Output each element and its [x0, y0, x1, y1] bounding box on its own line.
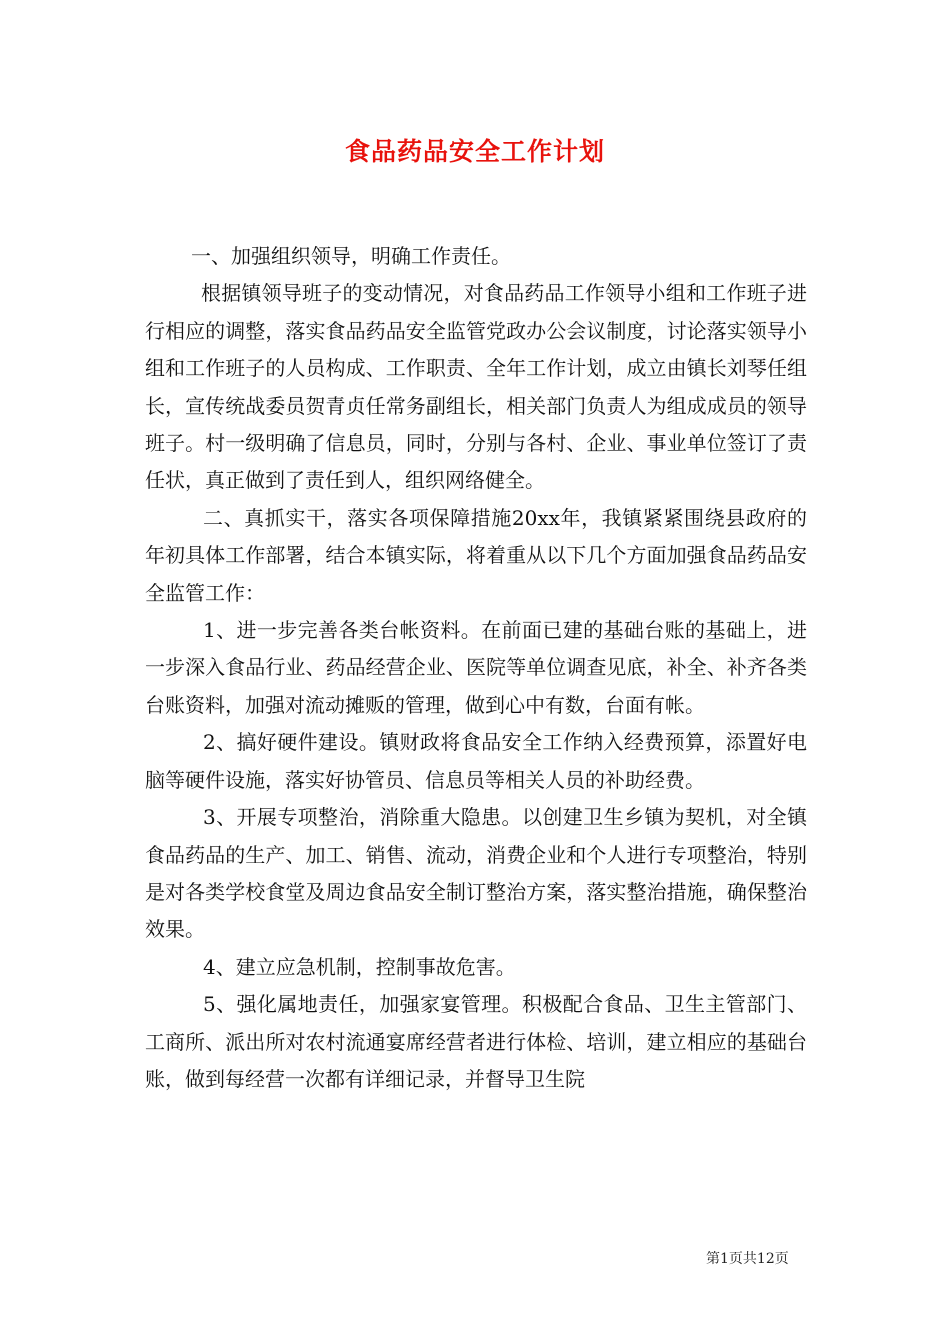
- paragraph-section-2-heading: 二、真抓实干，落实各项保障措施20xx年，我镇紧紧围绕县政府的年初具体工作部署，结合本镇实际，将着重从以下几个方面加强食品药品安全监管工作：: [145, 505, 807, 605]
- paragraph-section-1-heading: 一、加强组织领导，明确工作责任。: [191, 244, 511, 268]
- document-body: [145, 238, 807, 1098]
- paragraph-item-4: 4、建立应急机制，控制事故危害。: [203, 954, 516, 979]
- paragraph-section-1-body: 根据镇领导班子的变动情况，对食品药品工作领导小组和工作班子进行相应的调整，落实食品药品安全监管党政办公会议制度，讨论落实领导小组和工作班子的人员构成、工作职责、全年工作计划，成立由镇长刘琴任组长，宣传统战委员贺青贞任常务副组长，相关部门负责人为组成成员的领导班子。村一级明确了信息员，同时，分别与各村、企业、事业单位签订了责任状，真正做到了责任到人，组织网络健全。: [145, 281, 807, 493]
- paragraph-item-1: 1、进一步完善各类台帐资料。在前面已建的基础台账的基础上，进一步深入食品行业、药品经营企业、医院等单位调查见底，补全、补齐各类台账资料，加强对流动摊贩的管理，做到心中有数，台面有帐。: [145, 618, 807, 717]
- paragraph-item-5: 5、强化属地责任，加强家宴管理。积极配合食品、卫生主管部门、工商所、派出所对农村流通宴席经营者进行体检、培训，建立相应的基础台账，做到每经营一次都有详细记录，并督导卫生院: [145, 992, 807, 1091]
- page-number-footer: 第1页共12页: [706, 1251, 789, 1267]
- paragraph-item-3: 3、开展专项整治，消除重大隐患。以创建卫生乡镇为契机，对全镇食品药品的生产、加工、销售、流动，消费企业和个人进行专项整治，特别是对各类学校食堂及周边食品安全制订整治方案，落实整治措施，确保整治效果。: [145, 805, 807, 942]
- document-title: 食品药品安全工作计划: [344, 137, 605, 166]
- paragraph-item-2: 2、搞好硬件建设。镇财政将食品安全工作纳入经费预算，添置好电脑等硬件设施，落实好协管员、信息员等相关人员的补助经费。: [145, 730, 807, 792]
